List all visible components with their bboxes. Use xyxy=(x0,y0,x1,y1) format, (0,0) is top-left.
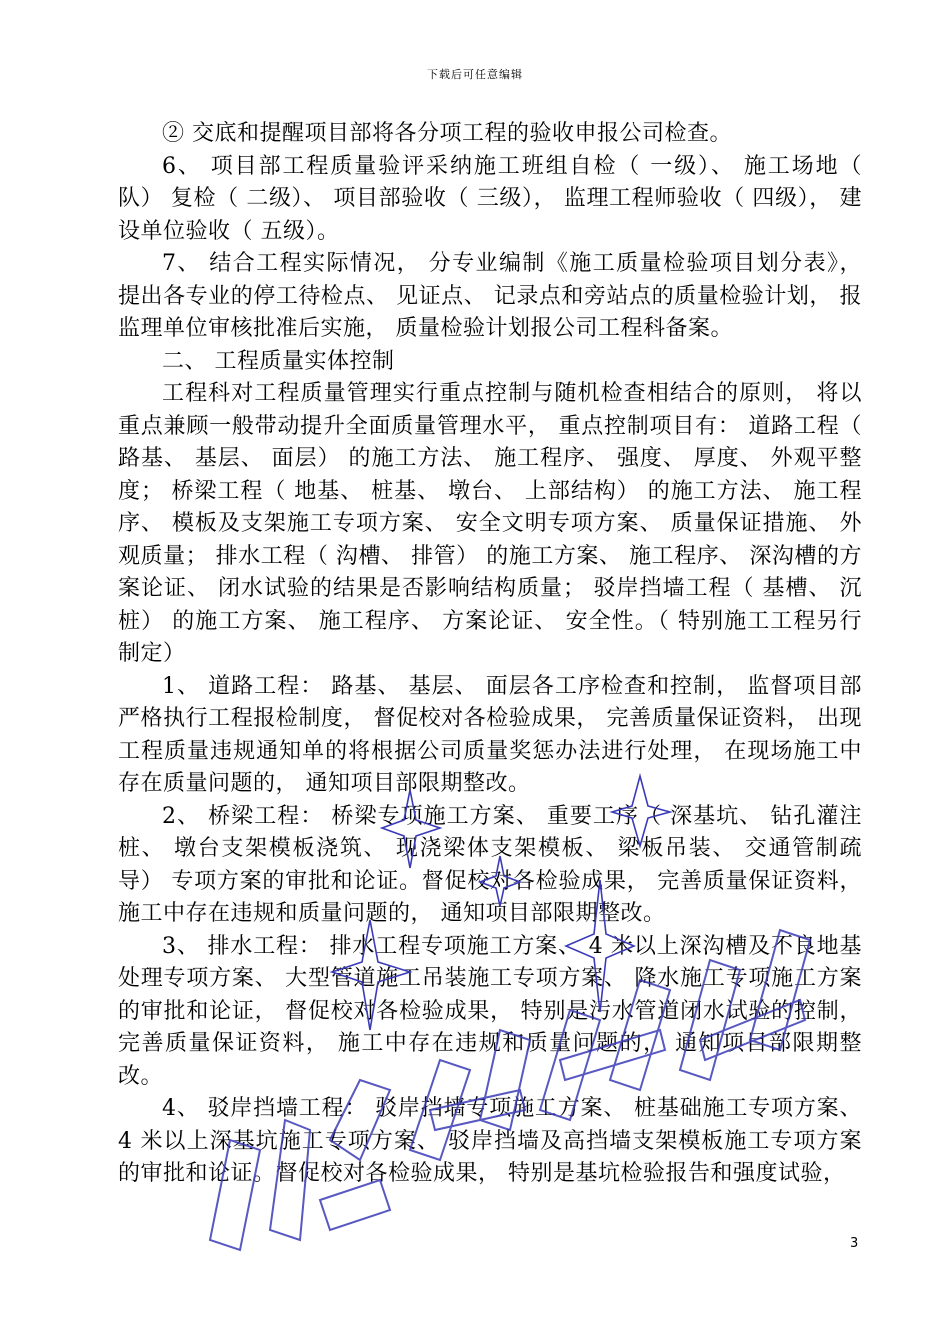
paragraph-item: 4、 驳岸挡墙工程： 驳岸挡墙专项施工方案、 桩基础施工专项方案、 4 米以上深基坑施工专项方案、 驳岸挡墙及高挡墙支架模板施工专项方案的审批和论证。督促校对各检验成果， 特别是基坑检验报告和强度试验， xyxy=(118,1096,862,1186)
paragraph-item: 3、 排水工程： 排水工程专项施工方案、 4 米以上深沟槽及不良地基处理专项方案、 大型管道施工吊装施工专项方案、 降水施工专项施工方案的审批和论证， 督促校对各检验成果， 特别是污水管道闭水试验的控制， 完善质量保证资料， 施工中存在违规和质量问题的， 通知项目部限期整改。 xyxy=(118,933,862,1089)
paragraph-item: 工程科对工程质量管理实行重点控制与随机检查相结合的原则， 将以重点兼顾一般带动提升全面质量管理水平， 重点控制项目有： 道路工程（ 路基、 基层、 面层） 的施工方法、 施工程序、 强度、 厚度、 外观平整度； 桥梁工程（ 地基、 桩基、 墩台、 上部结构） 的施工方法、 施工程序、 模板及支架施工专项方案、 安全文明专项方案、 质量保证措施、 外观质量； 排水工程（ 沟槽、 排管） 的施工方案、 施工程序、 深沟槽的方案论证、 闭水试验的结果是否影响结构质量； 驳岸挡墙工程（ 基槽、 沉桩） 的施工方案、 施工程序、 方案论证、 安全性。（ 特别施工工程另行制定） xyxy=(118,381,862,666)
paragraph-item: 2、 桥梁工程： 桥梁专项施工方案、 重要工序（ 深基坑、 钻孔灌注桩、 墩台支架模板浇筑、 现浇梁体支架模板、 梁板吊装、 交通管制疏导） 专项方案的审批和论证。督促校对各检验成果， 完善质量保证资料， 施工中存在违规和质量问题的， 通知项目部限期整改。 xyxy=(118,803,862,926)
page-header: 下载后可任意编辑 xyxy=(427,68,523,81)
paragraph-item: ② 交底和提醒项目部将各分项工程的验收申报公司检查。 xyxy=(162,121,732,146)
document-body xyxy=(118,118,862,1191)
page-number: 3 xyxy=(850,1236,859,1251)
paragraph-item: 7、 结合工程实际情况， 分专业编制《施工质量检验项目划分表》， 提出各专业的停工待检点、 见证点、 记录点和旁站点的质量检验计划， 报监理单位审核批准后实施， 质量检验计划报公司工程科备案。 xyxy=(118,251,862,341)
paragraph-item: 6、 项目部工程质量验评采纳施工班组自检（ 一级）、 施工场地（ 队） 复检（ 二级）、 项目部验收（ 三级）， 监理工程师验收（ 四级）， 建设单位验收（ 五级）。 xyxy=(118,153,862,244)
paragraph-item: 1、 道路工程： 路基、 基层、 面层各工序检查和控制， 监督项目部严格执行工程报检制度， 督促校对各检验成果， 完善质量保证资料， 出现工程质量违规通知单的将根据公司质量奖惩办法进行处理， 在现场施工中存在质量问题的， 通知项目部限期整改。 xyxy=(118,673,862,796)
section-heading: 二、 工程质量实体控制 xyxy=(162,348,395,374)
